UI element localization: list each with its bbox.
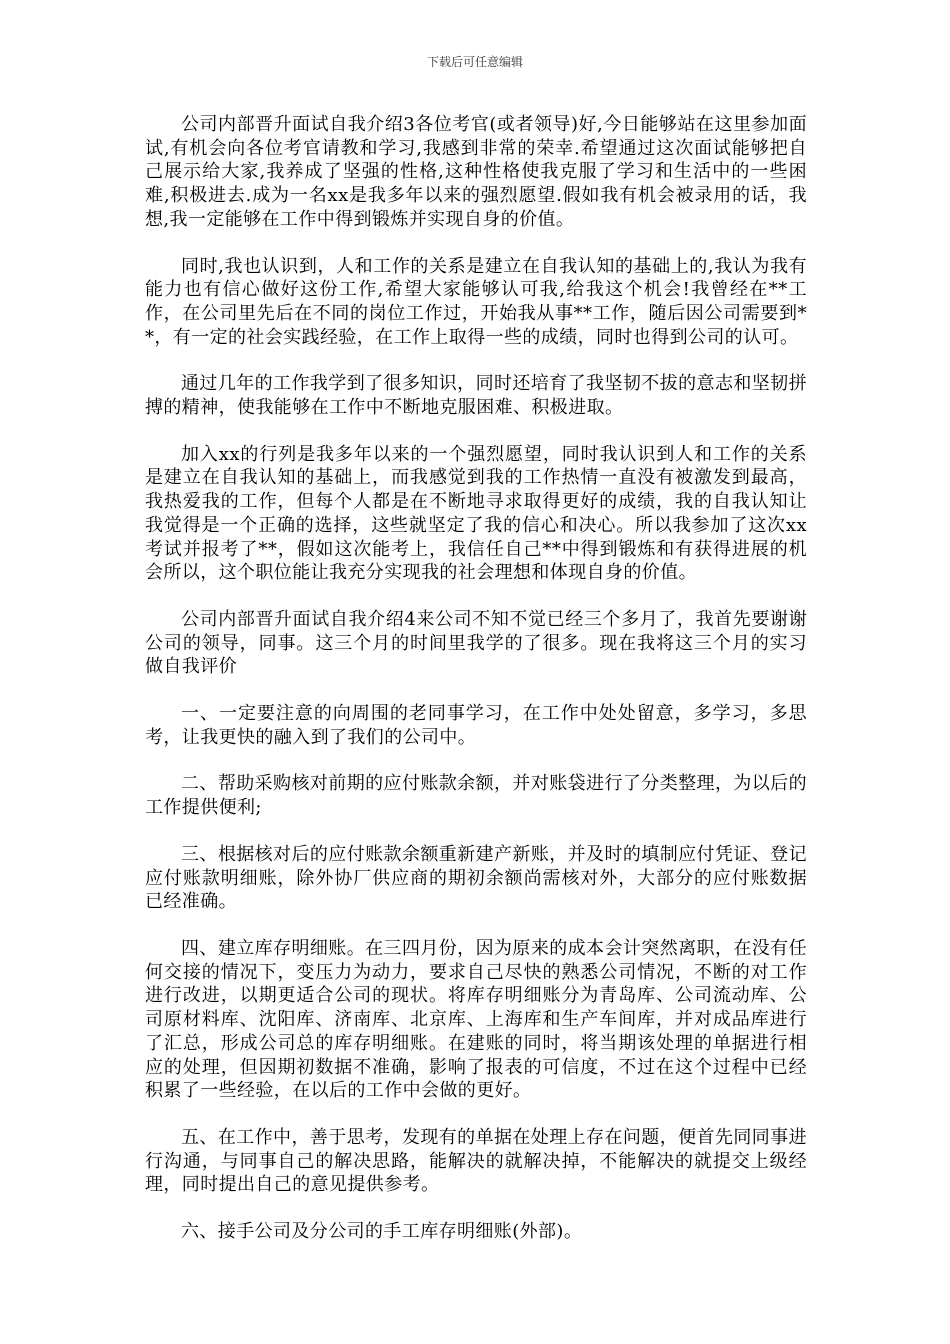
paragraph-item-2: 二、帮助采购核对前期的应付账款余额，并对账袋进行了分类整理，为以后的工作提供便利; xyxy=(145,773,807,819)
paragraph-item-4: 四、建立库存明细账。在三四月份，因为原来的成本会计突然离职，在没有任何交接的情况下，变压力为动力，要求自己尽快的熟悉公司情况，不断的对工作进行改进，以期更适合公司的现状。将库存明细账分为青岛库、公司流动库、公司原材料库、沈阳库、济南库、北京库、上海库和生产车间库，并对成品库进行了汇总，形成公司总的库存明细账。在建账的同时，将当期该处理的单据进行相应的处理，但因期初数据不准确，影响了报表的可信度，不过在这个过程中已经积累了一些经验，在以后的工作中会做的更好。 xyxy=(145,937,807,1102)
paragraph-item-5: 五、在工作中，善于思考，发现有的单据在处理上存在问题，便首先同同事进行沟通，与同事自己的解决思路，能解决的就解决掉，不能解决的就提交上级经理，同时提出自己的意见提供参考。 xyxy=(145,1126,807,1196)
paragraph-experience: 通过几年的工作我学到了很多知识，同时还培育了我坚韧不拔的意志和坚韧拼搏的精神，使我能够在工作中不断地克服困难、积极进取。 xyxy=(145,373,807,419)
paragraph-item-6: 六、接手公司及分公司的手工库存明细账(外部)。 xyxy=(181,1221,583,1243)
paragraph-item-3: 三、根据核对后的应付账款余额重新建产新账，并及时的填制应付凭证、登记应付账款明细账，除外协厂供应商的期初余额尚需核对外，大部分的应付账数据已经准确。 xyxy=(145,843,807,913)
paragraph-intro-3: 公司内部晋升面试自我介绍3各位考官(或者领导)好,今日能够站在这里参加面试,有机会向各位考官请教和学习,我感到非常的荣幸.希望通过这次面试能够把自己展示给大家,我养成了坚强的性格,这种性格使我克服了学习和生活中的一些困难,积极进去.成为一名xx是我多年以来的强烈愿望.假如我有机会被录用的话，我想,我一定能够在工作中得到锻炼并实现自身的价值。 xyxy=(145,114,807,230)
document-body xyxy=(145,113,807,1267)
paragraph-aspiration: 加入xx的行列是我多年以来的一个强烈愿望，同时我认识到人和工作的关系是建立在自我认知的基础上，而我感觉到我的工作热情一直没有被激发到最高，我热爱我的工作，但每个人都是在不断地寻求取得更好的成绩，我的自我认知让我觉得是一个正确的选择，这些就坚定了我的信心和决心。所以我参加了这次xx考试并报考了**，假如这次能考上，我信任自己**中得到锻炼和有获得进展的机会所以，这个职位能让我充分实现我的社会理想和体现自身的价值。 xyxy=(145,443,807,584)
paragraph-item-1: 一、一定要注意的向周围的老同事学习，在工作中处处留意，多学习，多思考，让我更快的融入到了我们的公司中。 xyxy=(145,703,807,748)
page-header: 下载后可任意编辑 xyxy=(426,55,523,69)
paragraph-self-awareness: 同时,我也认识到，人和工作的关系是建立在自我认知的基础上的,我认为我有能力也有信心做好这份工作,希望大家能够认可我,给我这个机会!我曾经在**工作，在公司里先后在不同的岗位工作过，开始我从事**工作，随后因公司需要到**，有一定的社会实践经验，在工作上取得一些的成绩，同时也得到公司的认可。 xyxy=(145,255,807,348)
paragraph-intro-4: 公司内部晋升面试自我介绍4来公司不知不觉已经三个多月了，我首先要谢谢公司的领导，同事。这三个月的时间里我学的了很多。现在我将这三个月的实习做自我评价 xyxy=(145,608,807,678)
